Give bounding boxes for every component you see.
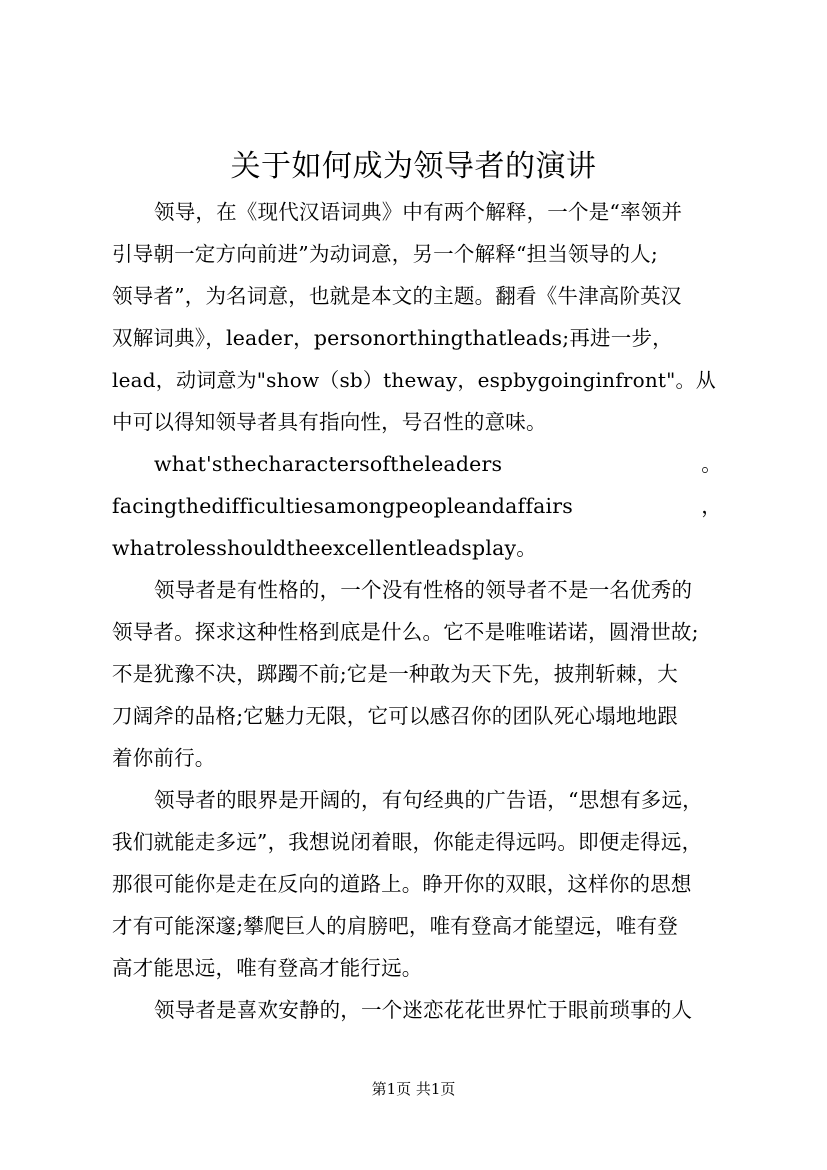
paragraph-2-line-1 [154, 444, 722, 484]
paragraph-1-line-3: 领导者”，为名词意，也就是本文的主题。翻看《牛津高阶英汉 [112, 284, 682, 308]
paragraph-4-line-3: 那很可能你是走在反向的道路上。睁开你的双眼，这样你的思想 [112, 872, 692, 896]
paragraph-2-line-1-end: 。 [701, 452, 722, 476]
paragraph-2-line-2-end: ， [701, 494, 722, 518]
paragraph-4-line-5: 高才能思远，唯有登高才能行远。 [112, 956, 423, 980]
paragraph-1-line-1: 领导，在《现代汉语词典》中有两个解释，一个是“率领并 [154, 200, 683, 224]
paragraph-2-line-2 [112, 486, 722, 526]
paragraph-3-line-1: 领导者是有性格的，一个没有性格的领导者不是一名优秀的 [154, 578, 693, 602]
paragraph-5-line-1: 领导者是喜欢安静的，一个迷恋花花世界忙于眼前琐事的人 [154, 998, 693, 1022]
paragraph-4-line-1: 领导者的眼界是开阔的，有句经典的广告语，“思想有多远， [154, 788, 703, 812]
paragraph-3-line-5: 着你前行。 [112, 746, 216, 770]
paragraph-2-line-2-text: facingthedifficultiesamongpeopleandaffairs [112, 494, 574, 518]
page-footer: 第1页 共1页 [371, 1080, 456, 1098]
paragraph-2-line-3: whatrolesshouldtheexcellentleadsplay。 [112, 536, 538, 560]
paragraph-1-line-4: 双解词典》，leader，personorthingthatleads;再进一步， [112, 326, 673, 350]
paragraph-1-line-6: 中可以得知领导者具有指向性，号召性的意味。 [112, 410, 547, 434]
document-title: 关于如何成为领导者的演讲 [230, 149, 597, 184]
paragraph-3-line-4: 刀阔斧的品格;它魅力无限，它可以感召你的团队死心塌地地跟 [112, 704, 679, 728]
paragraph-3-line-2: 领导者。探求这种性格到底是什么。它不是唯唯诺诺，圆滑世故; [112, 620, 699, 644]
paragraph-1-line-5: lead，动词意为"show（sb）theway，espbygoinginfront"。从 [112, 368, 716, 392]
paragraph-1-line-2: 引导朝一定方向前进”为动词意，另一个解释“担当领导的人; [112, 242, 658, 266]
paragraph-2-line-1-text: what'sthecharactersoftheleaders [154, 452, 503, 476]
paragraph-4-line-4: 才有可能深邃;攀爬巨人的肩膀吧，唯有登高才能望远，唯有登 [112, 914, 679, 938]
paragraph-3-line-3: 不是犹豫不决，踯躅不前;它是一种敢为天下先，披荆斩棘，大 [112, 662, 679, 686]
paragraph-4-line-2: 我们就能走多远”，我想说闭着眼，你能走得远吗。即便走得远， [112, 830, 703, 854]
